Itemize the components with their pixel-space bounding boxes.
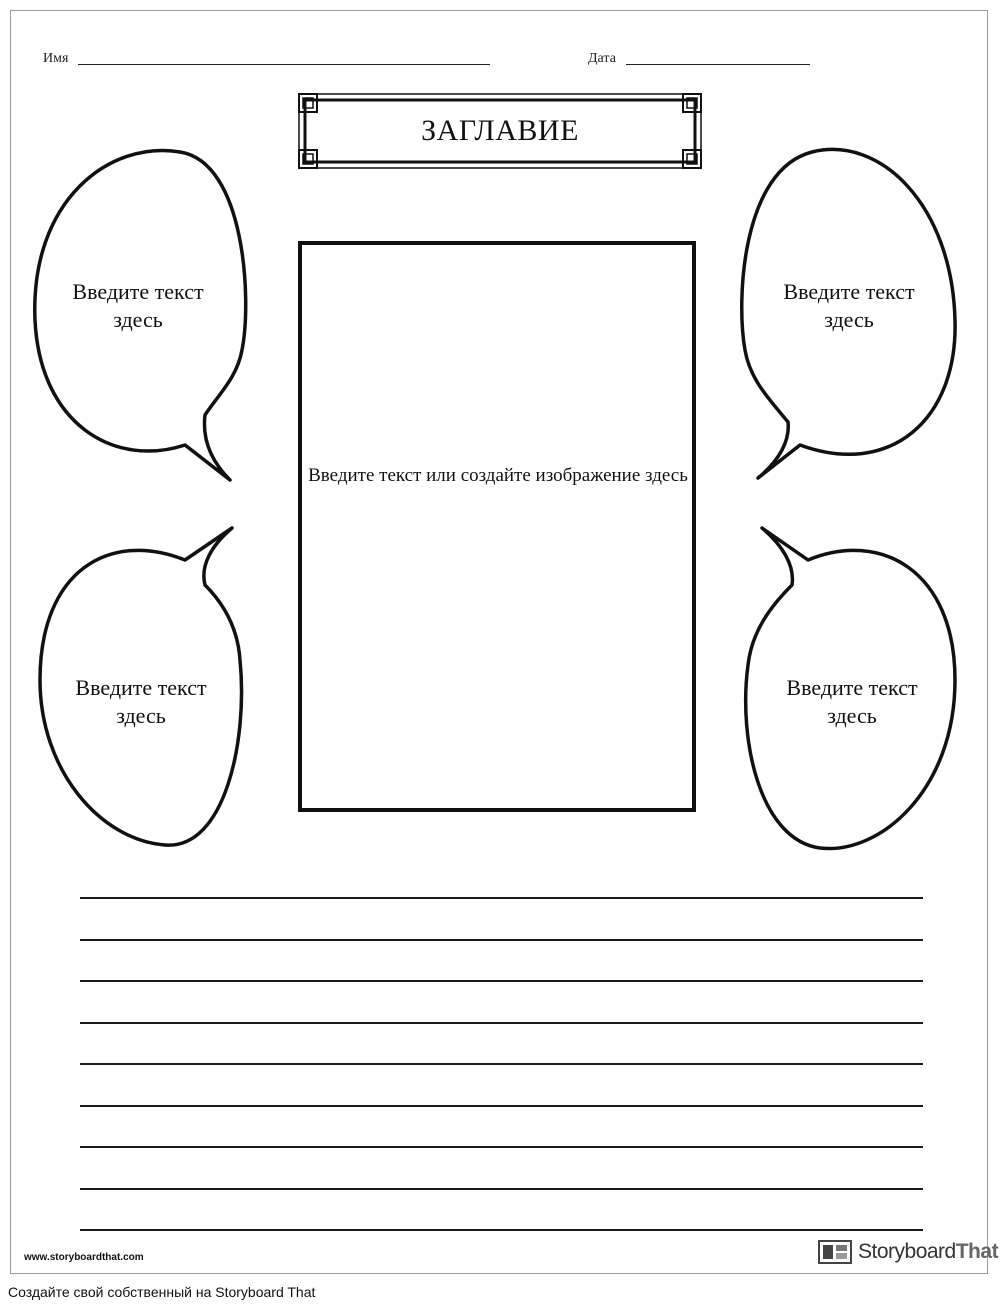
writing-line[interactable] [80, 939, 923, 941]
promo-caption[interactable]: Создайте свой собственный на Storyboard That [8, 1284, 316, 1300]
storyboardthat-logo [818, 1237, 998, 1267]
bubble-text-top-right[interactable]: Введите текст здесь [783, 279, 915, 332]
center-box-text[interactable]: Введите текст или создайте изображение здесь [308, 465, 688, 486]
center-content-box[interactable] [298, 241, 696, 812]
writing-line[interactable] [80, 1229, 923, 1231]
logo-text-storyboard: Storyboard [858, 1240, 956, 1263]
bubble-text-top-left[interactable]: Введите текст здесь [72, 279, 204, 332]
date-label: Дата [588, 51, 616, 66]
name-label: Имя [43, 51, 69, 66]
page-title[interactable]: ЗАГЛАВИЕ [421, 114, 579, 147]
footer-url: www.storyboardthat.com [24, 1252, 144, 1263]
writing-line[interactable] [80, 1105, 923, 1107]
logo-text-that: That [955, 1240, 999, 1263]
storyboard-logo-icon [818, 1240, 852, 1264]
writing-line[interactable] [80, 1188, 923, 1190]
bubble-text-bottom-left[interactable]: Введите текст здесь [75, 675, 207, 728]
bubble-text-bottom-right[interactable]: Введите текст здесь [786, 675, 918, 728]
writing-line[interactable] [80, 1022, 923, 1024]
writing-line[interactable] [80, 897, 923, 899]
writing-line[interactable] [80, 1063, 923, 1065]
writing-line[interactable] [80, 980, 923, 982]
writing-line[interactable] [80, 1146, 923, 1148]
